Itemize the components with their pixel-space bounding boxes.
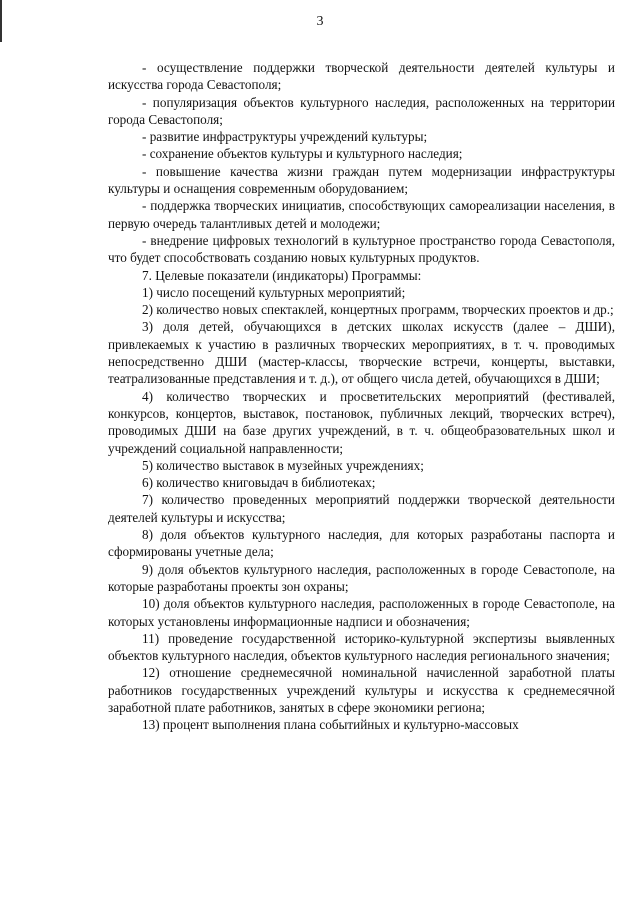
paragraph: - сохранение объектов культуры и культурного наследия; xyxy=(142,146,463,162)
paragraph: - поддержка творческих инициатив, способствующих самореализации населения, в первую очередь талантливых детей и молодежи; xyxy=(108,198,615,231)
list-item: 10) доля объектов культурного наследия, расположенных в городе Севастополе, на которых установлены информационные надписи и обозначения; xyxy=(108,596,615,629)
list-item: 6) количество книговыдач в библиотеках; xyxy=(142,475,376,491)
list-item: 9) доля объектов культурного наследия, расположенных в городе Севастополе, на которые разработаны проекты зон охраны; xyxy=(108,561,615,594)
paragraph: - развитие инфраструктуры учреждений культуры; xyxy=(142,129,428,145)
list-item: 13) процент выполнения плана событийных и культурно-массовых xyxy=(142,717,519,733)
paragraph: - осуществление поддержки творческой деятельности деятелей культуры и искусства города Севастополя; xyxy=(108,60,615,93)
list-item: 5) количество выставок в музейных учреждениях; xyxy=(142,457,424,473)
section-heading: 7. Целевые показатели (индикаторы) Программы: xyxy=(142,267,422,283)
page-number: 3 xyxy=(316,14,324,29)
paragraph: - внедрение цифровых технологий в культурное пространство города Севастополя, что будет способствовать созданию новых культурных продуктов. xyxy=(108,232,615,266)
list-item: 4) количество творческих и просветительских мероприятий (фестивалей, конкурсов, концертов, выставок, постановок, публичных лекций, творческих встреч), проводимых ДШИ на базе других учреждений, в т. ч. общеобразовательных школ и учреждений социальной направленности; xyxy=(108,388,615,456)
paragraph: - популяризация объектов культурного наследия, расположенных на территории города Севастополя; xyxy=(108,94,615,127)
list-item: 2) количество новых спектаклей, концертных программ, творческих проектов и др.; xyxy=(142,302,614,318)
list-item: 1) число посещений культурных мероприятий; xyxy=(142,284,406,300)
paragraph: - повышение качества жизни граждан путем модернизации инфраструктуры культуры и оснащения современным оборудованием; xyxy=(108,163,615,197)
list-item: 12) отношение среднемесячной номинальной начисленной заработной платы работников государственных учреждений культуры и искусства к среднемесячной заработной плате работников, занятых в сфере экономики региона; xyxy=(108,665,615,715)
list-item: 11) проведение государственной историко-культурной экспертизы выявленных объектов культурного наследия, объектов культурного наследия регионального значения; xyxy=(108,630,615,664)
document-body xyxy=(108,59,615,734)
list-item: 8) доля объектов культурного наследия, для которых разработаны паспорта и сформированы учетные дела; xyxy=(108,527,615,560)
list-item: 3) доля детей, обучающихся в детских школах искусств (далее – ДШИ), привлекаемых к участию в различных творческих мероприятиях, в т. ч. проводимых непосредственно ДШИ (мастер-классы, творческие встречи, концерты, выставки, театрализованные представления и т. д.), от общего числа детей, обучающихся в ДШИ; xyxy=(108,319,615,387)
list-item: 7) количество проведенных мероприятий поддержки творческой деятельности деятелей культуры и искусства; xyxy=(108,492,615,525)
